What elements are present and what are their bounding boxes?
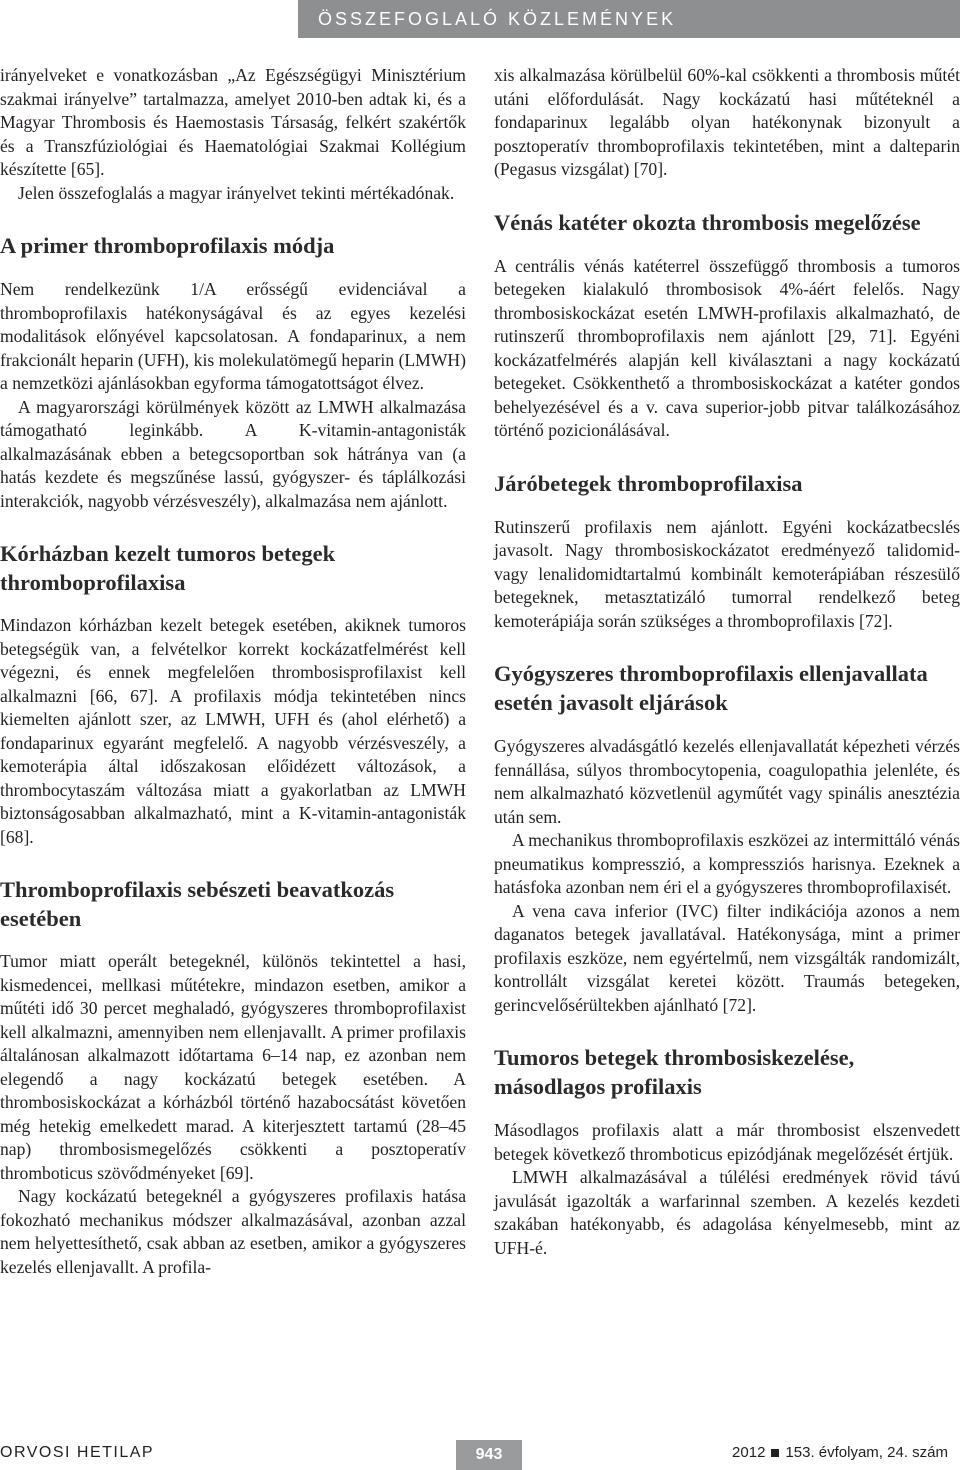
year: 2012 xyxy=(732,1444,766,1461)
right-column xyxy=(494,64,960,1260)
paragraph: Jelen összefoglalás a magyar irányelvet tekinti mértékadónak. xyxy=(18,182,455,203)
page-number: 943 xyxy=(456,1440,522,1470)
section-heading: Tumoros betegek thrombosiskezelése, másodlagos profilaxis xyxy=(494,1045,855,1099)
separator-square-icon xyxy=(771,1449,779,1457)
page-header xyxy=(0,0,960,38)
page-footer xyxy=(0,1440,960,1470)
paragraph: A mechanikus thromboprofilaxis eszközei az intermittáló vénás pneumatikus kompresszió, a kompressziós harisnya. Ezeknek a hatásfoka azonban nem éri el a gyógyszeres thromboprofilaxisét. xyxy=(494,830,960,897)
journal-name: ORVOSI HETILAP xyxy=(0,1444,155,1461)
paragraph: Tumor miatt operált betegeknél, különös tekintettel a hasi, kismedencei, mellkasi műtétekre, mindazon esetben, amikor a műtéti idő 30 percet meghaladó, gyógyszeres thromboprofilaxist kell alkalmazni, amennyiben nem ellenjavallt. A primer profilaxis általánosan alkalmazott időtartama 6–14 nap, ez azonban nem elegendő a nagy kockázatú betegek esetében. A thrombosiskockázat a kórházból történő hazabocsátást követően még hetekig emelkedett marad. A kiterjesztett tartamú (28–45 nap) thrombosismegelőzés csökkenti a posztoperatív thromboticus szövődményeket [69]. xyxy=(0,951,466,1183)
left-column xyxy=(0,64,466,1279)
section-label: ÖSSZEFOGLALÓ KÖZLEMÉNYEK xyxy=(298,0,960,38)
paragraph: Gyógyszeres alvadásgátló kezelés ellenjavallatát képezheti vérzés fennállása, súlyos thrombocytopenia, coagulopathia jelenléte, és nem alkalmazható közvetlenül agyműtét vagy spinális anesztézia után sem. xyxy=(494,736,960,827)
section-heading: Kórházban kezelt tumoros betegek thromboprofilaxisa xyxy=(0,541,336,595)
paragraph: A centrális vénás katéterrel összefüggő thrombosis a tumoros betegeken kialakuló thrombosisok 4%-áért felelős. Nagy thrombosiskockázat esetén LMWH-profilaxis alkalmazható, de rutinszerű thromboprofilaxis nem ajánlott [29, 71]. Egyéni kockázatfelmérés alapján kell kiválasztani a nagy kockázatú betegeket. Csökkenthető a thrombosiskockázat a katéter gondos behelyezésével és a v. cava superior-jobb pitvar találkozásához történő pozicionálásával. xyxy=(494,255,960,440)
section-heading: A primer thromboprofilaxis módja xyxy=(0,233,335,258)
section-heading: Járóbetegek thromboprofilaxisa xyxy=(494,470,803,496)
paragraph: A magyarországi körülmények között az LMWH alkalmazása támogatható leginkább. A K-vitamin-antagonisták alkalmazásának ebben a betegcsoportban sok hátránya van (a hatás kezdete és megszűnése lassú, gyógyszer- és táplálkozási interakciók, nagyobb vérzésveszély), alkalmazása nem ajánlott. xyxy=(0,396,466,511)
volume-issue: 153. évfolyam, 24. szám xyxy=(785,1444,948,1461)
issue-info xyxy=(732,1444,948,1461)
section-heading: Vénás katéter okozta thrombosis megelőzése xyxy=(494,209,921,235)
paragraph: irányelveket e vonatkozásban „Az Egészségügyi Minisztérium szakmai irányelve” tartalmazza, amelyet 2010-ben adtak ki, és a Magyar Thrombosis és Haemostasis Társaság, felkért szakértők és a Transzfúziológiai és Haematológiai Szakmai Kollégium készítette [65]. xyxy=(0,65,466,179)
paragraph: A vena cava inferior (IVC) filter indikációja azonos a nem daganatos betegek javallatával. Hatékonysága, mint a primer profilaxis eszköze, nem egyértelmű, nem vizsgálták randomizált, kontrollált vizsgálat keretei között. Traumás betegeken, gerincvelősérültekben ajánlható [72]. xyxy=(494,900,960,1015)
paragraph: Nagy kockázatú betegeknél a gyógyszeres profilaxis hatása fokozható mechanikus módszer alkalmazásával, azonban azzal nem helyettesíthető, csak abban az esetben, amikor a gyógyszeres kezelés ellenjavallt. A profila- xyxy=(0,1186,466,1277)
paragraph: Rutinszerű profilaxis nem ajánlott. Egyéni kockázatbecslés javasolt. Nagy thrombosiskockázatot eredményező talidomid- vagy lenalidomidtartalmú kombinált kemoterápiában részesülő betegeknek, metasztatizáló tumorral rendelkező beteg kemoterápiája során szükséges a thromboprofilaxis [72]. xyxy=(494,516,960,631)
paragraph: Mindazon kórházban kezelt betegek esetében, akiknek tumoros betegségük van, a felvételkor korrekt kockázatfelmérést kell végezni, és ennek megfelelően thrombosisprofilaxist kell alkalmazni [66, 67]. A profilaxis módja tekintetében nincs kiemelten ajánlott szer, az LMWH, UFH és (ahol elérhető) a fondaparinux egyaránt megfelelő. A nagyobb vérzésveszély, a kemoterápia által időszakosan előidézett változások, a thrombocytaszám változása miatt a gyakorlatban az LMWH biztonságosabban alkalmazható, mint a K-vitamin-antagonisták [68]. xyxy=(0,615,466,847)
paragraph: xis alkalmazása körülbelül 60%-kal csökkenti a thrombosis műtét utáni előfordulását. Nagy kockázatú hasi műtéteknél a fondaparinux legalább olyan hatékonynak bizonyult a posztoperatív thromboprofilaxis tekintetében, mint a dalteparin (Pegasus vizsgálat) [70]. xyxy=(494,65,960,179)
section-heading: Thromboprofilaxis sebészeti beavatkozás esetében xyxy=(0,877,395,931)
paragraph: Nem rendelkezünk 1/A erősségű evidenciával a thromboprofilaxis hatékonyságával és az egyes kezelési modalitások előnyével kapcsolatosan. A fondaparinux, a nem frakcionált heparin (UFH), kis molekulatömegű heparin (LMWH) a nemzetközi ajánlásokban egyforma támogatottságot élvez. xyxy=(0,279,466,393)
section-heading: Gyógyszeres thromboprofilaxis ellenjavallata esetén javasolt eljárások xyxy=(494,661,928,715)
paragraph: Másodlagos profilaxis alatt a már thrombosist elszenvedett betegek következő thromboticus epizódjának megelőzését értjük. xyxy=(494,1120,960,1164)
paragraph: LMWH alkalmazásával a túlélési eredmények rövid távú javulását igazolták a warfarinnal szemben. A kezelés kezdeti szakában hatékonyabb, és adagolása kényelmesebb, mint az UFH-é. xyxy=(494,1167,960,1258)
